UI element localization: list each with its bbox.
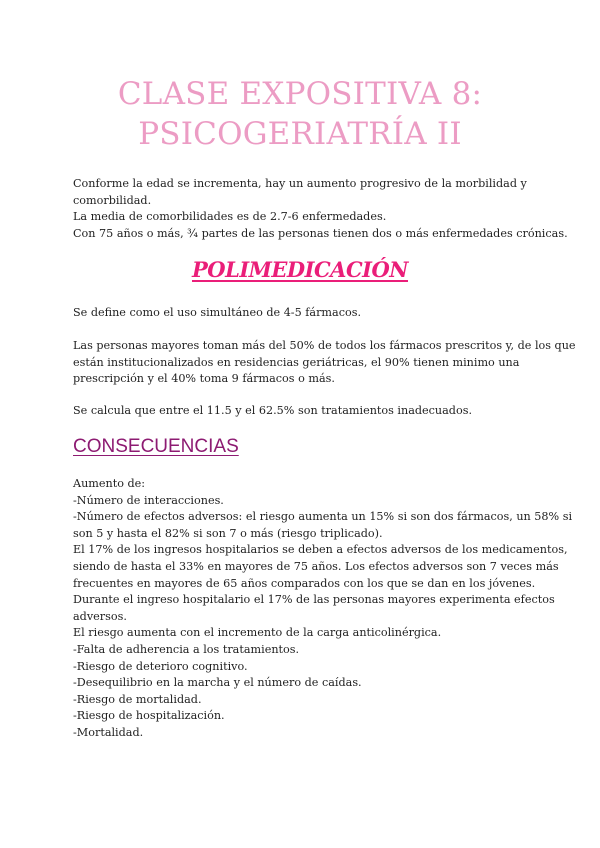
consecuencias-line: -Riesgo de deterioro cognitivo. — [73, 659, 248, 673]
page-title-line-2: PSICOGERIATRÍA II — [138, 116, 462, 152]
consecuencias-heading: CONSECUENCIAS — [73, 436, 239, 457]
consecuencias-line: -Desequilibrio en la marcha y el número de caídas. — [73, 676, 362, 690]
consecuencias-line: Aumento de: — [73, 477, 146, 490]
intro-line: comorbilidad. — [73, 193, 152, 207]
polimedicacion-paragraph — [73, 338, 576, 388]
intro-line: Con 75 años o más, ¾ partes de las personas tienen dos o más enfermedades crónicas. — [73, 226, 568, 240]
intro-paragraph — [73, 176, 568, 242]
page-title-line-1: CLASE EXPOSITIVA 8: — [117, 76, 483, 112]
consecuencias-line: -Mortalidad. — [73, 725, 144, 739]
consecuencias-line: frecuentes en mayores de 65 años comparados con los que se dan en los jóvenes. — [73, 576, 536, 590]
consecuencias-line: El riesgo aumenta con el incremento de la carga anticolinérgica. — [73, 626, 442, 640]
consecuencias-line: -Falta de adherencia a los tratamientos. — [73, 642, 300, 656]
polimedicacion-heading: POLIMEDICACIÓN — [192, 257, 408, 282]
consecuencias-line: -Riesgo de hospitalización. — [73, 709, 225, 723]
consecuencias-line: -Riesgo de mortalidad. — [73, 692, 202, 706]
consecuencias-line: son 5 y hasta el 82% si son 7 o más (riesgo triplicado). — [73, 526, 383, 540]
consecuencias-line: adversos. — [73, 609, 127, 623]
consecuencias-line: -Número de interacciones. — [73, 493, 224, 507]
intro-line: La media de comorbilidades es de 2.7-6 enfermedades. — [73, 210, 387, 224]
polimedicacion-line: prescripción y el 40% toma 9 fármacos o más. — [73, 372, 335, 386]
polimedicacion-estimate: Se calcula que entre el 11.5 y el 62.5% son tratamientos inadecuados. — [73, 404, 472, 417]
consecuencias-line: siendo de hasta el 33% en mayores de 75 años. Los efectos adversos son 7 veces más — [73, 559, 559, 573]
consecuencias-line: -Número de efectos adversos: el riesgo aumenta un 15% si son dos fármacos, un 58% si — [73, 510, 573, 524]
intro-line: Conforme la edad se incrementa, hay un aumento progresivo de la morbilidad y — [73, 177, 527, 190]
polimedicacion-definition: Se define como el uso simultáneo de 4-5 fármacos. — [73, 306, 362, 319]
consecuencias-line: Durante el ingreso hospitalario el 17% de las personas mayores experimenta efectos — [73, 593, 555, 607]
consecuencias-line: El 17% de los ingresos hospitalarios se deben a efectos adversos de los medicamentos, — [73, 543, 568, 557]
polimedicacion-line: están institucionalizados en residencias geriátricas, el 90% tienen minimo una — [73, 355, 520, 369]
polimedicacion-line: Las personas mayores toman más del 50% de todos los fármacos prescritos y, de los que — [73, 339, 576, 352]
consecuencias-list — [73, 476, 573, 742]
